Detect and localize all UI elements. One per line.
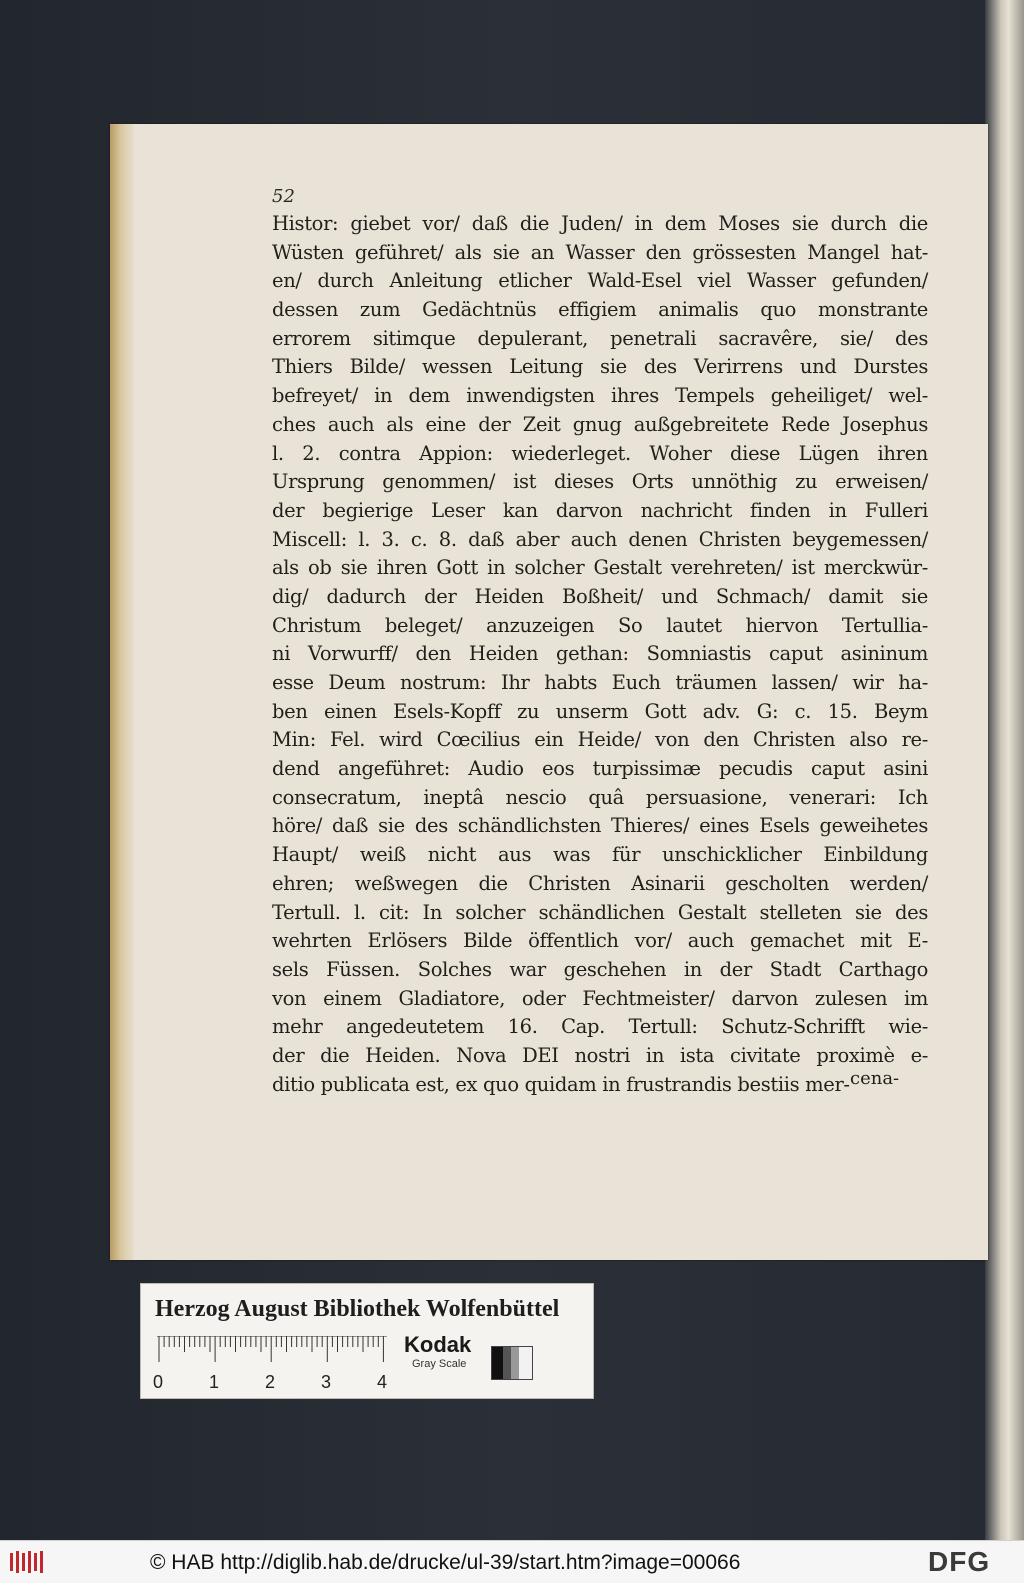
text-line: ehren; weßwegen die Christen Asinarii gescholten werden/: [272, 871, 928, 895]
text-line: wehrten Erlösers Bilde öffentlich vor/ auch gemachet mit E-: [272, 929, 928, 953]
footer-bar: [0, 1540, 1024, 1583]
grayscale-swatch: [491, 1346, 533, 1380]
ruler-number: 0: [153, 1372, 164, 1392]
text-line: von einem Gladiatore, oder Fechtmeister/ darvon zulesen im: [272, 986, 928, 1010]
text-line: dig/ dadurch der Heiden Boßheit/ und Schmach/ damit sie: [272, 584, 928, 608]
institution-name: Herzog August Bibliothek Wolfenbüttel: [155, 1296, 560, 1322]
text-line: dend angeführet: Audio eos turpissimæ pecudis caput asini: [272, 757, 928, 781]
color-calibration-card: [140, 1283, 594, 1399]
catchword: cena-: [850, 1068, 900, 1089]
text-line: ches auch als eine der Zeit gnug außgebreitete Rede Josephus: [272, 412, 928, 436]
text-line: Histor: giebet vor/ daß die Juden/ in dem Moses sie durch die: [272, 212, 928, 235]
text-line: dessen zum Gedächtnüs effigiem animalis quo monstrante: [272, 298, 928, 322]
library-logo-icon: [8, 1549, 46, 1575]
ruler-number: 4: [377, 1372, 388, 1392]
ruler-number: 1: [209, 1372, 220, 1392]
text-line: ni Vorwurff/ den Heiden gethan: Somniastis caput asininum: [272, 642, 928, 666]
text-line: consecratum, ineptâ nescio quâ persuasione, venerari: Ich: [272, 785, 928, 809]
text-line: ditio publicata est, ex quo quidam in frustrandis bestiis mer-: [272, 1072, 850, 1096]
text-line: errorem sitimque depulerant, penetrali sacravêre, sie/ des: [272, 326, 928, 350]
dfg-logo: DFG: [928, 1546, 991, 1577]
grayscale-label: Gray Scale: [412, 1358, 467, 1370]
text-line: als ob sie ihren Gott in solcher Gestalt verehreten/ ist merckwür-: [272, 556, 928, 580]
text-line: Min: Fel. wird Cœcilius ein Heide/ von den Christen also re-: [272, 728, 928, 752]
text-line: Wüsten geführet/ als sie an Wasser den grössesten Mangel hat-: [272, 240, 928, 264]
page-text: [272, 210, 928, 1099]
text-line: sels Füssen. Solches war geschehen in der Stadt Carthago: [272, 957, 928, 981]
ruler-numbers: [153, 1372, 393, 1392]
brand-label: Kodak: [404, 1332, 472, 1357]
text-line: ben einen Esels-Kopff zu unserm Gott adv. G: c. 15. Beym: [272, 699, 928, 723]
ruler-number: 3: [321, 1372, 332, 1392]
text-line: der begierige Leser kan darvon nachricht finden in Fulleri: [272, 498, 928, 522]
text-line: Haupt/ weiß nicht aus was für unschicklicher Einbildung: [272, 843, 928, 867]
text-line: der die Heiden. Nova DEI nostri in ista civitate proximè e-: [272, 1043, 928, 1067]
text-line: Miscell: l. 3. c. 8. daß aber auch denen Christen beygemessen/: [272, 527, 928, 551]
page-number: 52: [272, 186, 295, 207]
page-gutter-edge: [110, 124, 134, 1260]
text-line: Thiers Bilde/ wessen Leitung sie des Verirrens und Durstes: [272, 355, 928, 379]
text-line: mehr angedeutetem 16. Cap. Tertull: Schutz-Schrifft wie-: [272, 1015, 928, 1039]
text-line: befreyet/ in dem inwendigsten ihres Tempels geheiliget/ wel-: [272, 384, 928, 408]
adjacent-page-edge: [985, 0, 1024, 1540]
text-line: l. 2. contra Appion: wiederleget. Woher diese Lügen ihren: [272, 441, 928, 465]
text-line: Tertull. l. cit: In solcher schändlichen Gestalt stelleten sie des: [272, 900, 928, 924]
text-line: Ursprung genommen/ ist dieses Orts unnöthig zu erweisen/: [272, 470, 928, 494]
ruler-number: 2: [265, 1372, 276, 1392]
text-line: esse Deum nostrum: Ihr habts Euch träumen lassen/ wir ha-: [272, 671, 928, 694]
text-line: Christum beleget/ anzuzeigen So lautet hiervon Tertullia-: [272, 613, 928, 637]
scale-ruler: [157, 1336, 387, 1364]
text-line: en/ durch Anleitung etlicher Wald-Esel viel Wasser gefunden/: [272, 269, 928, 293]
text-line: höre/ daß sie des schändlichsten Thieres/ eines Esels geweihetes: [272, 814, 928, 838]
credit-link[interactable]: © HAB http://diglib.hab.de/drucke/ul-39/start.htm?image=00066: [150, 1551, 741, 1574]
